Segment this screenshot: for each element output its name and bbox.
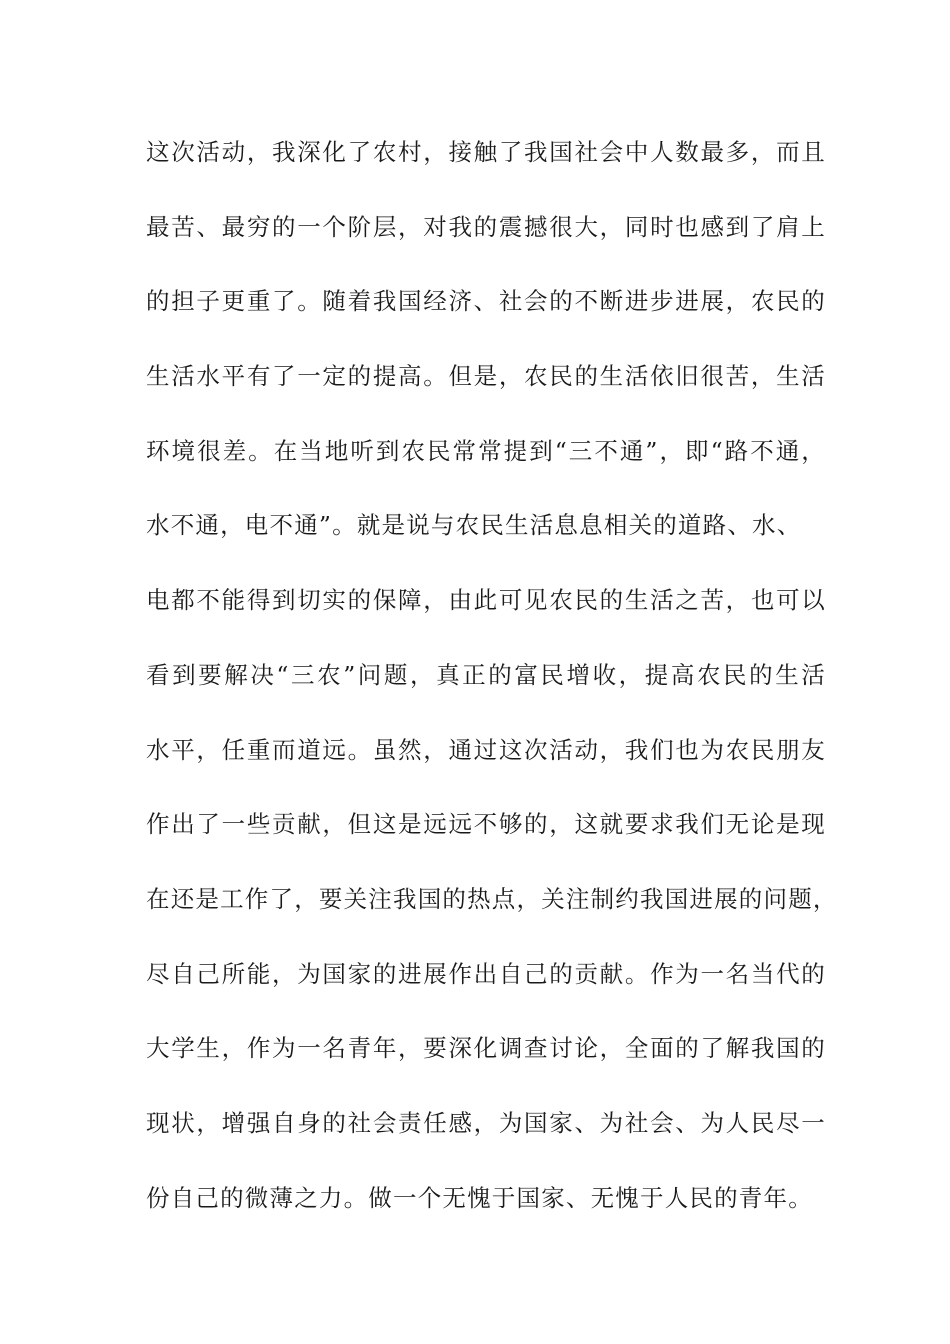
text-line: 在还是工作了，要关注我国的热点，关注制约我国进展的问题， (146, 884, 838, 913)
text-line: 这次活动，我深化了农村，接触了我国社会中人数最多，而且 (146, 138, 826, 166)
text-line: 看到要解决“三农”问题，真正的富民增收，提高农民的生活 (146, 660, 826, 689)
text-line: 最苦、最穷的一个阶层，对我的震撼很大，同时也感到了肩上 (146, 212, 826, 241)
text-line: 电都不能得到切实的保障，由此可见农民的生活之苦，也可以 (146, 586, 826, 615)
text-line: 现状，增强自身的社会责任感，为国家、为社会、为人民尽一 (146, 1108, 826, 1137)
text-line: 环境很差。在当地听到农民常常提到“三不通”，即“路不通， (146, 436, 826, 465)
text-line: 水不通，电不通”。就是说与农民生活息息相关的道路、水、 (146, 511, 802, 540)
text-line: 生活水平有了一定的提高。但是，农民的生活依旧很苦，生活 (146, 362, 826, 391)
text-line: 尽自己所能，为国家的进展作出自己的贡献。作为一名当代的 (146, 959, 826, 988)
text-line: 的担子更重了。随着我国经济、社会的不断进步进展，农民的 (146, 287, 826, 316)
text-line: 份自己的微薄之力。做一个无愧于国家、无愧于人民的青年。 (146, 1183, 813, 1212)
text-line: 水平，任重而道远。虽然，通过这次活动，我们也为农民朋友 (146, 735, 826, 764)
body-paragraph (146, 132, 838, 1252)
text-line: 大学生，作为一名青年，要深化调查讨论，全面的了解我国的 (146, 1034, 826, 1063)
text-line: 作出了一些贡献，但这是远远不够的，这就要求我们无论是现 (146, 810, 826, 839)
